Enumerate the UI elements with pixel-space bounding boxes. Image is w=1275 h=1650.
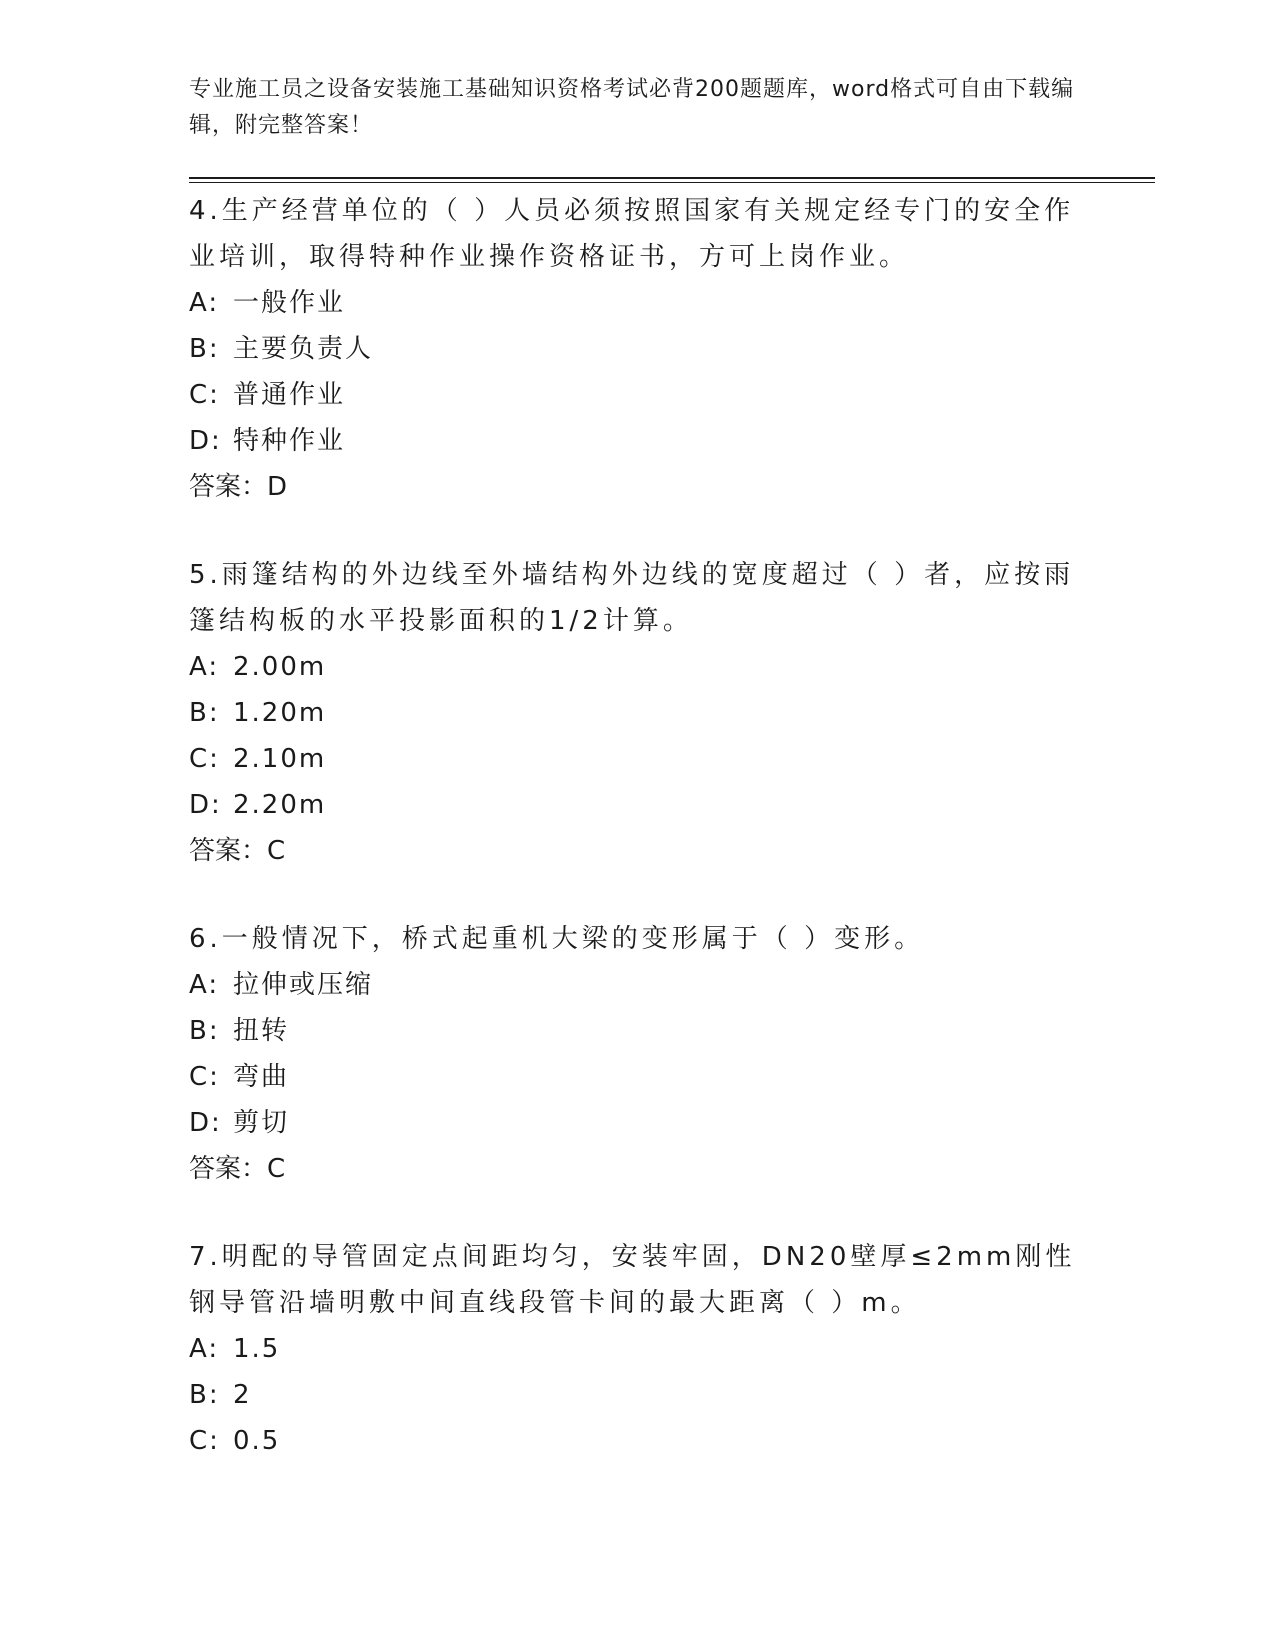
- document-header: 专业施工员之设备安装施工基础知识资格考试必背200题题库，word格式可自由下载编辑，附完整答案！: [189, 77, 1075, 138]
- option-text: 主要负责人: [233, 334, 374, 364]
- option-letter: B:: [189, 698, 220, 728]
- option-letter: A:: [189, 288, 220, 318]
- option-a: [189, 644, 1089, 690]
- option-b: [189, 690, 1089, 736]
- option-letter: A:: [189, 1334, 220, 1364]
- question-list: [189, 188, 1089, 1506]
- option-text: 扭转: [233, 1016, 290, 1046]
- option-c: [189, 1054, 1089, 1100]
- question-item: [189, 916, 1089, 1192]
- question-text: 4.生产经营单位的（ ）人员必须按照国家有关规定经专门的安全作业培训，取得特种作业操作资格证书，方可上岗作业。: [189, 196, 1075, 272]
- option-text: 2.20m: [233, 790, 327, 820]
- option-d: [189, 1100, 1089, 1146]
- option-b: [189, 1372, 1089, 1418]
- option-text: 拉伸或压缩: [233, 970, 374, 1000]
- option-c: [189, 372, 1089, 418]
- option-d: [189, 782, 1089, 828]
- option-letter: C:: [189, 380, 220, 410]
- option-text: 剪切: [233, 1108, 290, 1138]
- option-letter: C:: [189, 1062, 220, 1092]
- option-d: [189, 418, 1089, 464]
- answer-text: 答案：C: [189, 1154, 286, 1184]
- option-letter: B:: [189, 1016, 220, 1046]
- option-b: [189, 326, 1089, 372]
- option-letter: A:: [189, 970, 220, 1000]
- option-text: 1.20m: [233, 698, 327, 728]
- option-text: 特种作业: [233, 426, 346, 456]
- option-a: [189, 1326, 1089, 1372]
- option-letter: B:: [189, 1380, 220, 1410]
- option-text: 0.5: [233, 1426, 281, 1456]
- option-text: 弯曲: [233, 1062, 290, 1092]
- option-a: [189, 962, 1089, 1008]
- option-letter: C:: [189, 744, 220, 774]
- question-item: [189, 188, 1089, 510]
- header-divider-thick: [189, 177, 1155, 179]
- header-divider-thin: [189, 182, 1155, 183]
- option-letter: C:: [189, 1426, 220, 1456]
- option-text: 2.10m: [233, 744, 327, 774]
- option-text: 2: [233, 1380, 252, 1410]
- question-item: [189, 1234, 1089, 1464]
- answer-text: 答案：D: [189, 472, 288, 502]
- option-text: 2.00m: [233, 652, 327, 682]
- question-text: 7.明配的导管固定点间距均匀，安装牢固，DN20壁厚≤2mm刚性钢导管沿墙明敷中间直线段管卡间的最大距离（ ）m。: [189, 1242, 1076, 1318]
- option-letter: B:: [189, 334, 220, 364]
- option-c: [189, 736, 1089, 782]
- option-letter: D:: [189, 426, 222, 456]
- option-letter: D:: [189, 1108, 222, 1138]
- question-text: 5.雨篷结构的外边线至外墙结构外边线的宽度超过（ ）者，应按雨篷结构板的水平投影面积的1/2计算。: [189, 560, 1075, 636]
- option-c: [189, 1418, 1089, 1464]
- option-a: [189, 280, 1089, 326]
- question-item: [189, 552, 1089, 874]
- option-text: 普通作业: [233, 380, 346, 410]
- option-text: 一般作业: [233, 288, 346, 318]
- option-text: 1.5: [233, 1334, 281, 1364]
- option-letter: D:: [189, 790, 222, 820]
- answer-text: 答案：C: [189, 836, 286, 866]
- option-letter: A:: [189, 652, 220, 682]
- question-text: 6.一般情况下，桥式起重机大梁的变形属于（ ）变形。: [189, 924, 925, 954]
- option-b: [189, 1008, 1089, 1054]
